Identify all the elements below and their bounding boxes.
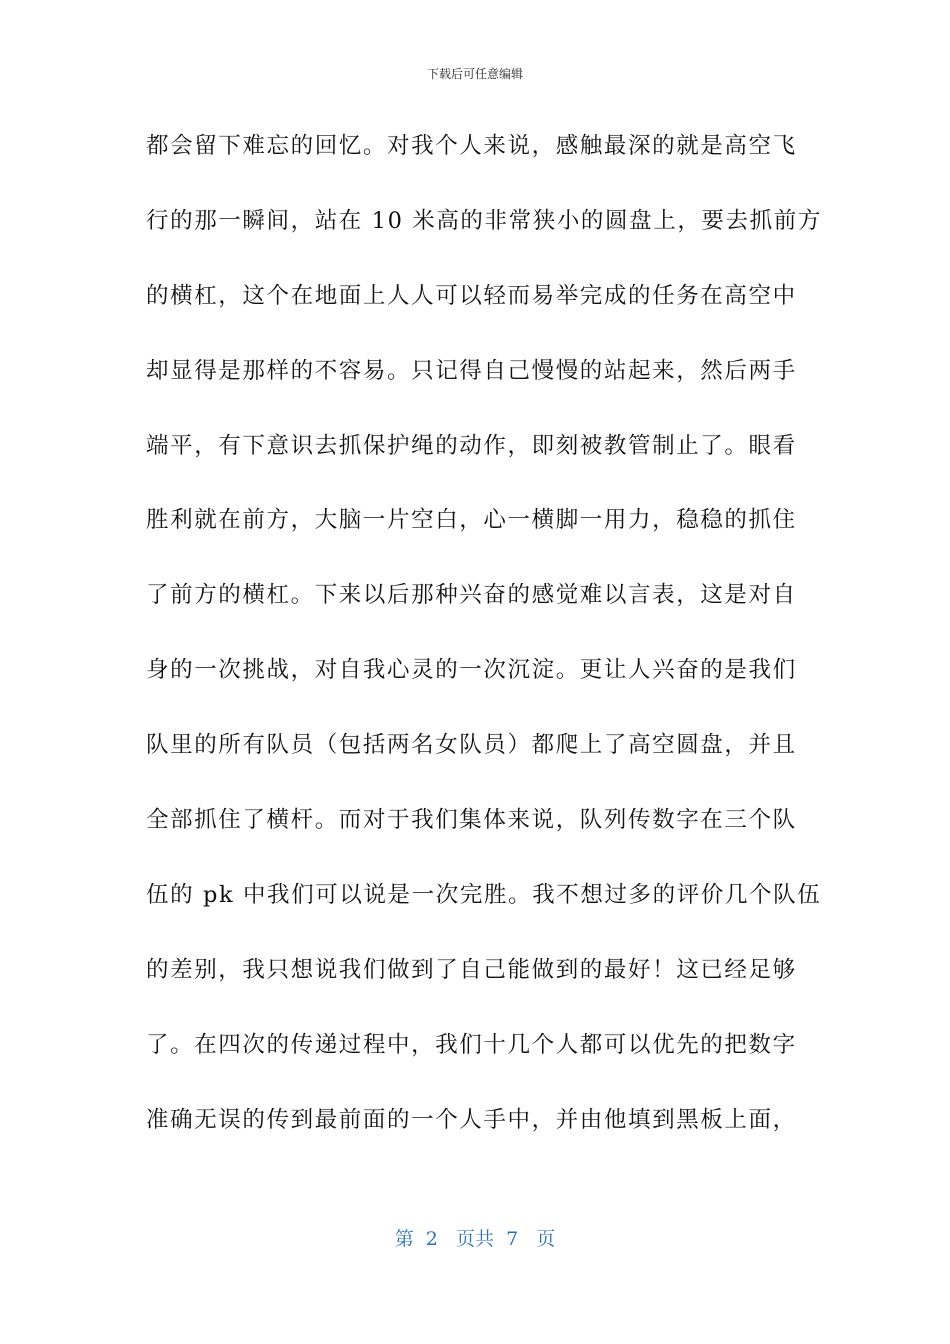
text-line: 准确无误的传到最前面的一个人手中，并由他填到黑板上面，	[146, 1106, 797, 1133]
text-line: 行的那一瞬间，站在 10 米高的非常狭小的圆盘上，要去抓前方	[146, 207, 822, 234]
text-line: 了。在四次的传递过程中，我们十几个人都可以优先的把数字	[146, 1031, 797, 1058]
body-text	[146, 124, 822, 1172]
text-line: 都会留下难忘的回忆。对我个人来说，感触最深的就是高空飞	[146, 133, 797, 159]
text-line: 全部抓住了横杆。而对于我们集体来说，队列传数字在三个队	[146, 807, 797, 834]
text-line: 伍的 pk 中我们可以说是一次完胜。我不想过多的评价几个队伍	[146, 881, 822, 908]
page-header: 下载后可任意编辑	[426, 67, 523, 81]
text-line: 的差别，我只想说我们做到了自己能做到的最好！这已经足够	[146, 956, 797, 983]
text-line: 端平，有下意识去抓保护绳的动作，即刻被教管制止了。眼看	[146, 432, 797, 459]
text-line: 身的一次挑战，对自我心灵的一次沉淀。更让人兴奋的是我们	[146, 657, 797, 684]
text-line: 的横杠，这个在地面上人人可以轻而易举完成的任务在高空中	[146, 282, 797, 309]
text-line: 却显得是那样的不容易。只记得自己慢慢的站起来，然后两手	[146, 357, 797, 384]
text-line: 了前方的横杠。下来以后那种兴奋的感觉难以言表，这是对自	[146, 582, 797, 609]
page-number-footer: 第 2 页共 7 页	[394, 1228, 556, 1250]
text-line: 队里的所有队员（包括两名女队员）都爬上了高空圆盘，并且	[146, 732, 797, 759]
text-line: 胜利就在前方，大脑一片空白，心一横脚一用力，稳稳的抓住	[146, 507, 797, 534]
